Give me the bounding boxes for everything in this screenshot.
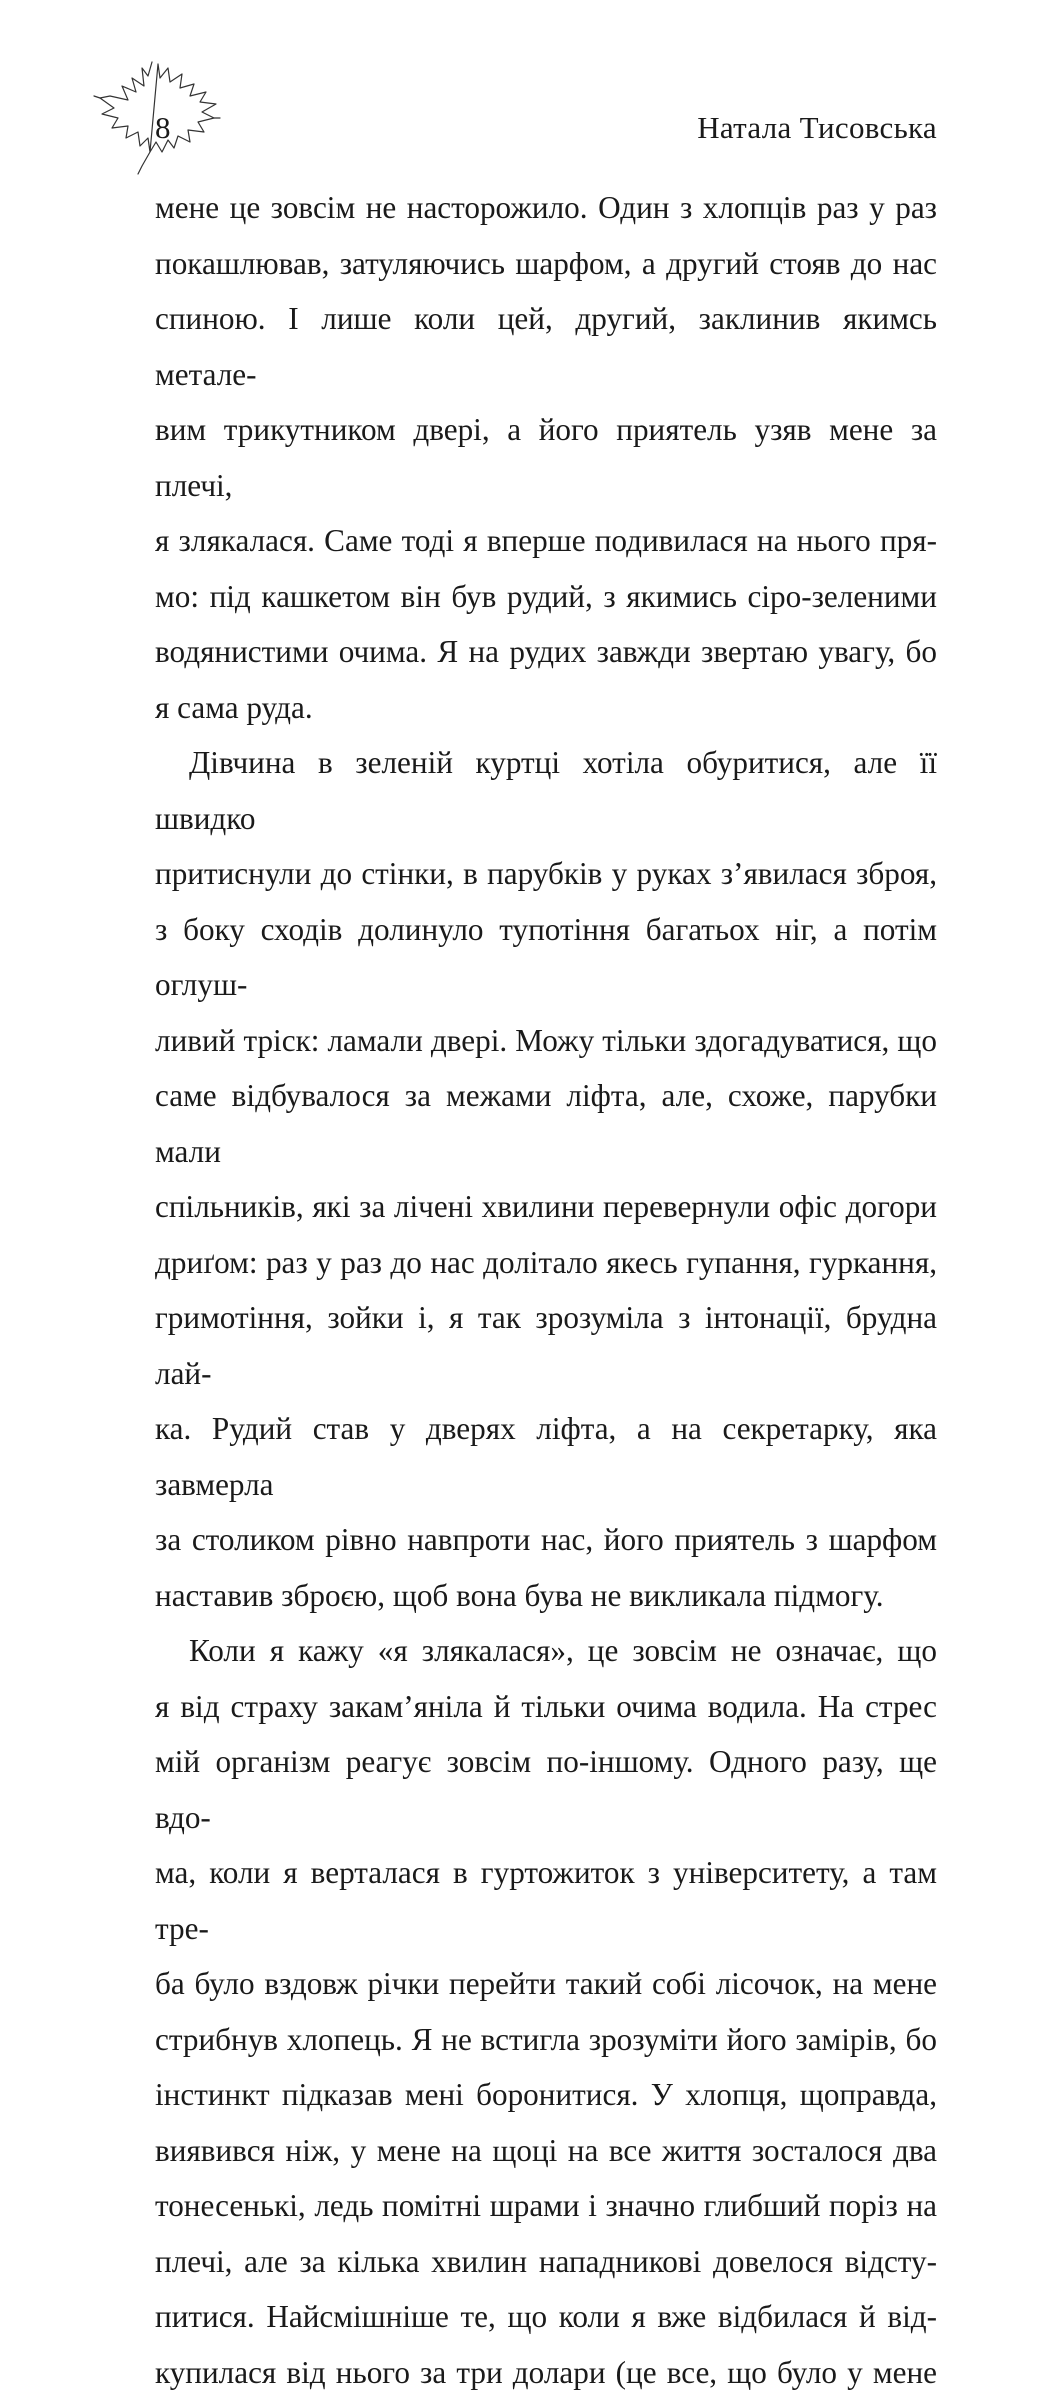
text-line: водянистими очима. Я на рудих завжди звертаю увагу, бо [155, 624, 937, 680]
text-line: наставив зброєю, щоб вона бува не викликала підмогу. [155, 1568, 937, 1624]
text-line: мо: під кашкетом він був рудий, з якимись сіро-зеленими [155, 569, 937, 625]
text-line: дриґом: раз у раз до нас долітало якесь гупання, гуркання, [155, 1235, 937, 1291]
running-head-author: Натала Тисовська [697, 112, 937, 143]
text-line: Дівчина в зеленій куртці хотіла обуритися, але її швидко [155, 735, 937, 846]
text-line: тонесенькі, ледь помітні шрами і значно глибший поріз на [155, 2178, 937, 2234]
text-line: я від страху закам’яніла й тільки очима водила. На стрес [155, 1679, 937, 1735]
paragraph [155, 180, 937, 735]
text-line: ливий тріск: ламали двері. Можу тільки здогадуватися, що [155, 1013, 937, 1069]
text-line: мене це зовсім не насторожило. Один з хлопців раз у раз [155, 180, 937, 236]
text-line: вим трикутником двері, а його приятель узяв мене за плечі, [155, 402, 937, 513]
text-line: купилася від нього за три долари (це все, що було у мене [155, 2345, 937, 2400]
text-line: ма, коли я верталася в гуртожиток з університету, а там тре- [155, 1845, 937, 1956]
text-line: питися. Найсмішніше те, що коли я вже відбилася й від- [155, 2289, 937, 2345]
body-text [155, 180, 937, 2400]
text-line: гримотіння, зойки і, я так зрозуміла з інтонації, брудна лай- [155, 1290, 937, 1401]
text-line: плечі, але за кілька хвилин нападникові довелося відсту- [155, 2234, 937, 2290]
text-line: спиною. І лише коли цей, другий, заклинив якимсь метале- [155, 291, 937, 402]
text-line: ка. Рудий став у дверях ліфта, а на секретарку, яка завмерла [155, 1401, 937, 1512]
text-line: Коли я кажу «я злякалася», це зовсім не означає, що [155, 1623, 937, 1679]
text-line: інстинкт підказав мені боронитися. У хлопця, щоправда, [155, 2067, 937, 2123]
text-line: притиснули до стінки, в парубків у руках з’явилася зброя, [155, 846, 937, 902]
text-line: я злякалася. Саме тоді я вперше подивилася на нього пря- [155, 513, 937, 569]
text-line: я сама руда. [155, 680, 937, 736]
page-number: 8 [155, 112, 171, 143]
text-line: ба було вздовж річки перейти такий собі лісочок, на мене [155, 1956, 937, 2012]
text-line: стрибнув хлопець. Я не встигла зрозуміти його замірів, бо [155, 2012, 937, 2068]
text-line: з боку сходів долинуло тупотіння багатьох ніг, а потім оглуш- [155, 902, 937, 1013]
text-line: за столиком рівно навпроти нас, його приятель з шарфом [155, 1512, 937, 1568]
text-line: спільників, які за лічені хвилини перевернули офіс догори [155, 1179, 937, 1235]
text-line: виявився ніж, у мене на щоці на все життя зосталося два [155, 2123, 937, 2179]
text-line: мій організм реагує зовсім по-іншому. Одного разу, ще вдо- [155, 1734, 937, 1845]
paragraph [155, 735, 937, 1623]
text-line: саме відбувалося за межами ліфта, але, схоже, парубки мали [155, 1068, 937, 1179]
paragraph [155, 1623, 937, 2400]
text-line: покашлював, затуляючись шарфом, а другий стояв до нас [155, 236, 937, 292]
